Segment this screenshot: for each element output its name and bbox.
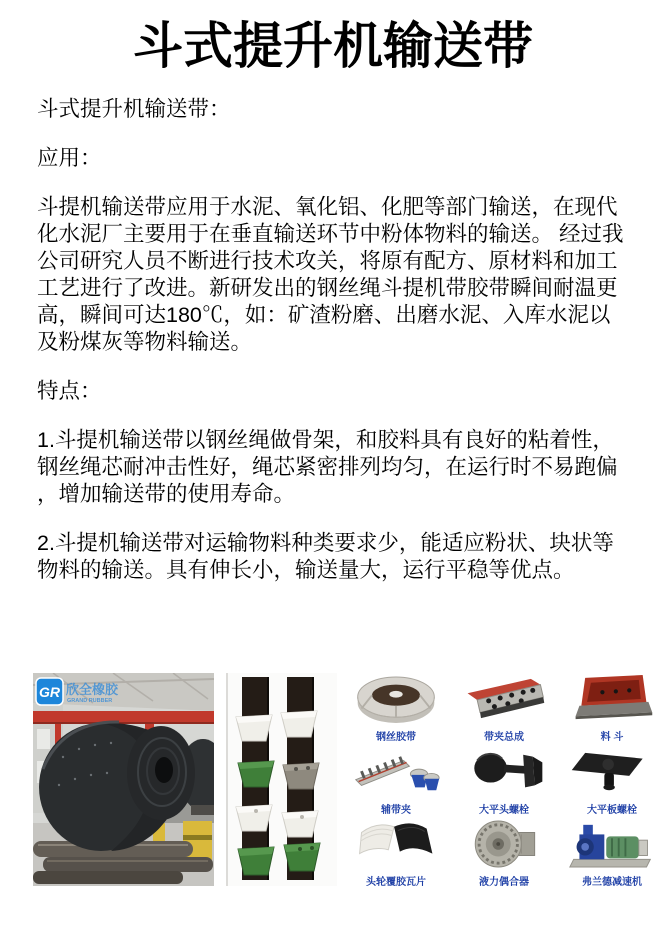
part-item xyxy=(342,671,450,744)
part-item xyxy=(342,816,450,888)
flender-reducer-image xyxy=(562,816,662,872)
part-item xyxy=(558,671,666,744)
elevator-buckets-photo xyxy=(226,673,337,886)
belt-clamp-assembly-image xyxy=(454,671,554,727)
part-label: 大平头螺栓 xyxy=(479,805,529,816)
part-item xyxy=(450,816,558,888)
features-heading: 特点： xyxy=(37,378,102,403)
feature-1-paragraph: 1.斗提机输送带以钢丝绳做骨架，和胶料具有良好的粘着性，钢丝绳芯耐冲击性好，绳芯紧密排列均匀，在运行时不易跑偏，增加输送带的使用寿命。 xyxy=(37,427,618,506)
part-item xyxy=(558,816,666,888)
steel-cord-belt-image xyxy=(346,671,446,727)
part-item xyxy=(450,744,558,816)
part-label: 料 斗 xyxy=(600,732,624,743)
logo-monogram: GR xyxy=(39,684,60,700)
part-label: 弗兰德减速机 xyxy=(582,877,642,888)
flat-plate-bolt-image xyxy=(562,744,662,800)
part-item xyxy=(558,744,666,816)
logo-name-en: GRAND RUBBER xyxy=(67,698,113,704)
part-label: 钢丝胶带 xyxy=(376,732,416,743)
product-description-page xyxy=(0,18,666,888)
page-title: 斗式提升机输送带 xyxy=(133,18,533,74)
head-wheel-rubber-tile-image xyxy=(346,816,446,872)
application-paragraph: 斗提机输送带应用于水泥、氧化铝、化肥等部门输送，在现代化水泥厂主要用于在垂直输送环节中粉体物料的输送。 经过我公司研究人员不断进行技术攻关，将原有配方、原材料和加工工艺进行了改进。新研发出的钢丝绳斗提机带胶带瞬间耐温更高，瞬间可达180℃，如：矿渣粉磨、出磨水泥、入库水泥以及粉煤灰等物料输送。 xyxy=(37,194,624,354)
part-label: 大平板螺栓 xyxy=(587,805,637,816)
grand-rubber-logo xyxy=(36,678,119,705)
intro-line: 斗式提升机输送带： xyxy=(37,96,231,121)
hopper-image xyxy=(562,671,662,727)
part-item xyxy=(450,671,558,744)
fluid-coupling-image xyxy=(454,816,554,872)
product-gallery xyxy=(0,671,666,893)
part-label: 头轮覆胶瓦片 xyxy=(366,877,426,888)
part-label: 带夹总成 xyxy=(484,732,524,743)
part-label: 辅带夹 xyxy=(381,805,411,816)
part-label: 液力偶合器 xyxy=(479,877,529,888)
article-body xyxy=(37,96,631,584)
part-item xyxy=(342,744,450,816)
application-heading: 应用： xyxy=(37,145,102,170)
parts-grid xyxy=(342,671,666,888)
flat-head-bolt-image xyxy=(454,744,554,800)
feature-2-paragraph: 2.斗提机输送带对运输物料种类要求少，能适应粉状、块状等物料的输送。具有伸长小，输送量大，运行平稳等优点。 xyxy=(37,530,614,582)
factory-belt-roll-photo xyxy=(33,673,214,886)
aux-belt-clamp-image xyxy=(346,744,446,800)
logo-name-cn: 欣全橡胶 xyxy=(66,682,119,697)
